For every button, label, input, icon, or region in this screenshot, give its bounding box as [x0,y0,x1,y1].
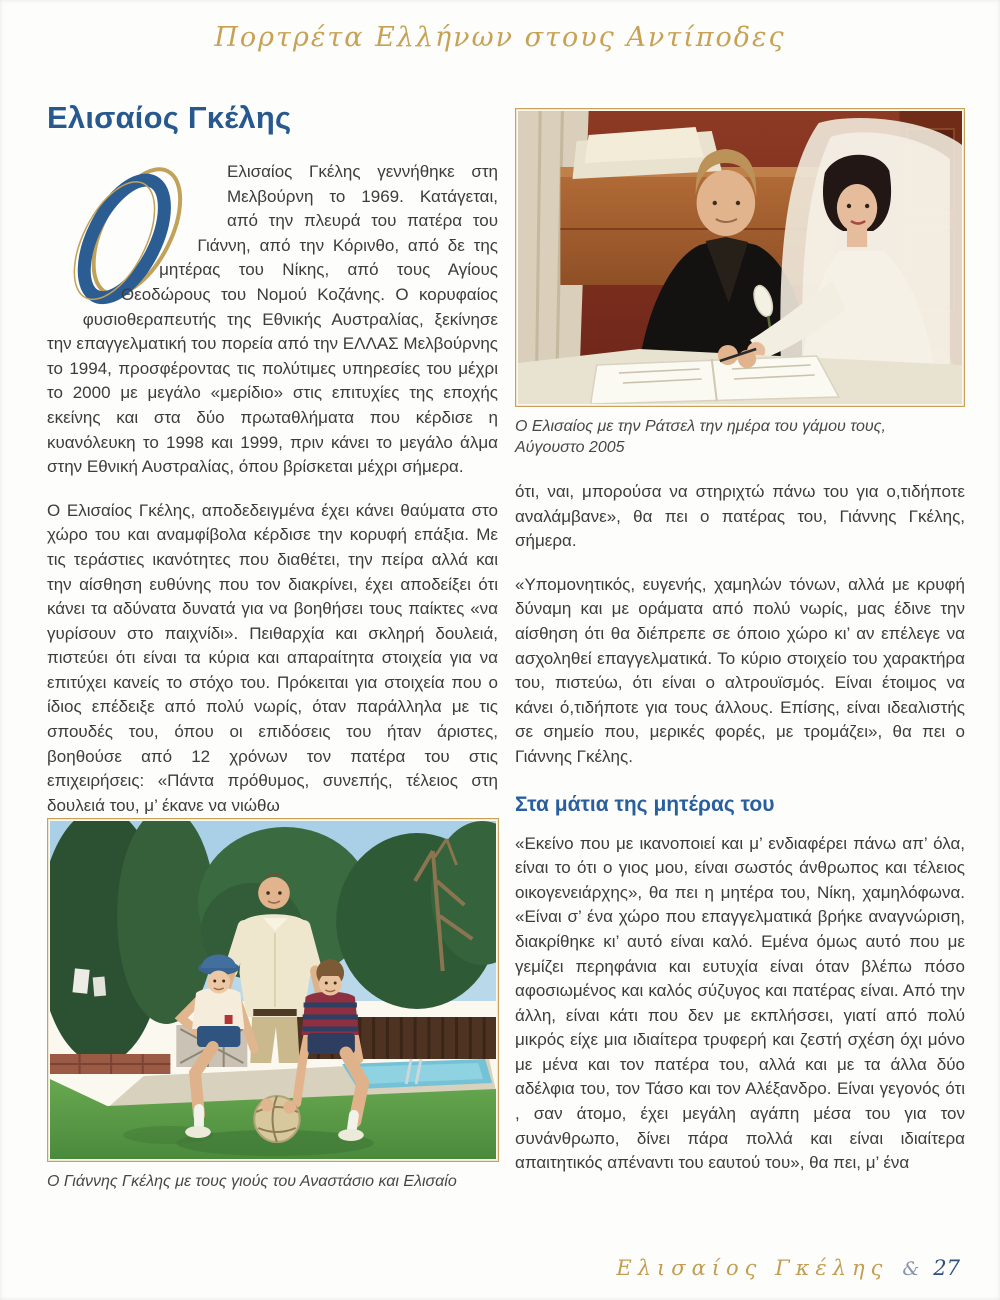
family-photo-illustration [50,821,496,1159]
family-photo-block [47,818,499,1192]
footer-article-name: Ελισαίος Γκέλης [616,1256,889,1280]
paragraph-2: Ο Ελισαίος Γκέλης, αποδεδειγμένα έχει κάνει θαύματα στο χώρο του και αναμφίβολα κέρδισε την κορυφή επάξια. Με τις τεράστιες ικανότητες που διαθέτει, την πείρα αλλά και την αίσθηση ευθύνης που τον διακρίνει, έχει αποδείξει ότι κάνει τα αδύνατα δυνατά για να βοηθήσει τους παίκτες «να γυρίσουν στο παιχνίδι». Πειθαρχία και σκληρή δουλειά, πιστεύει ότι είναι τα κύρια και απαραίτητα στοιχεία για να επιτύχει κανείς το στόχο του. Πρόκειται για στοιχεία που ο ίδιος επέδειξε από πολύ νωρίς, όταν παράλληλα με τις σπουδές του, όπου οι επιδόσεις του ήταν άριστες, βοηθούσε από 12 χρόνων τον πατέρα του στις επιχειρήσεις: «Πάντα πρόθυμος, συνεπής, τέλειος στη δουλειά του, μ’ έκανε να νιώθω [47,500,498,815]
fleuron-ornament-icon: & [902,1258,920,1280]
right-column [515,108,965,1195]
paragraph-3: ότι, ναι, μπορούσα να στηριχτώ πάνω του για ο,τιδήποτε αναλάμβανε», θα πει ο πατέρας του, Γιάννης Γκέλης, σήμερα. [515,482,965,551]
family-photo-caption: Ο Γιάννης Γκέλης με τους γιούς του Αναστάσιο και Ελισαίο [47,1173,457,1190]
paragraph-5: «Εκείνο που με ικανοποιεί και μ’ ενδιαφέρει πάνω απ’ όλα, είναι το ότι ο γιος μου, είναι σωστός άνθρωπος και τέλειος οικογενειάρχης», θα πει η μητέρα του, Νίκη, χαμηλόφωνα. «Είναι σ’ ένα χώρο που επαγγελματικά βρήκε αναγνώριση, διακρίθηκε κι’ αυτό είναι καλό. Εμένα όμως αυτό που με γεμίζει περηφάνια και ευτυχία είναι όταν βλέπω πόσο αφοσιωμένος και καλός σύζυγος και πατέρας είναι. Από την άλλη, είναι κάτι που δεν με εκπλήσσει, γιατί από πολύ μικρός είχε μια ιδιαίτερα τρυφερή και ζεστή σχέση όχι μόνο με μένα και τον πατέρα του, αλλά και με τα άλλα δύο αδέλφια του, τον Τάσο και τον Αλέξανδρο. Είναι γεγονός ότι , σαν άτομο, έχει μεγάλη αγάπη μέσα του για τον συνάνθρωπο, δίνει πάρα πολλά και είναι ιδιαίτερα απαιτητικός απέναντι του εαυτού του», θα πει, μ’ ένα [515,833,965,1173]
page-title: Ελισαίος Γκέλης [47,100,292,135]
left-column [47,100,498,837]
wedding-caption-line1: Ο Ελισαίος με την Ράτσελ την ημέρα του γάμου τους, [515,418,886,435]
wedding-photo-illustration [518,111,962,404]
paragraph-4: «Υπομονητικός, ευγενής, χαμηλών τόνων, αλλά με κρυφή δύναμη και με οράματα από πολύ νωρίς, μας έδινε την αίσθηση ότι θα διέπρεπε σε όποιο χώρο κι’ αν επέλεγε να ασχοληθεί επαγγελματικά. Το κύριο στοιχείο του χαρακτήρα του, πιστεύω, ότι είναι ο αλτρουϊσμός. Είναι έτοιμος να κάνει ό,τιδήποτε για τους άλλους. Επίσης, είναι ιδεαλιστής σε σημείο που, μερικές φορές, με τρομάζει», θα πει ο Γιάννης Γκέλης. [515,574,965,766]
series-header: Πορτρέτα Ελλήνων στους Αντίποδες [214,22,786,53]
page-number: 27 [933,1256,960,1280]
page-footer [616,1256,960,1280]
wedding-photo [515,108,965,407]
paragraph-1-text: Ελισαίος Γκέλης γεννήθηκε στη Μελβούρνη το 1969. Κατάγεται, από την πλευρά του πατέρα του Γιάννη, από την Κόρινθο, από δε της μητέρας του Νίκης, από τους Αγίους Θεοδώρους του Νομού Κοζάνης. Ο κορυφαίος φυσιοθεραπευτής της Εθνικής Αυστραλίας, ξεκίνησε την επαγγελματική του πορεία από την ΕΛΛΑΣ Μελβούρνης το 1994, προσφέροντας τις πολύτιμες υπηρεσίες του μέχρι το 2000 με μεγάλο «μερίδιο» στις επιτυχίες της εποχής εκείνης και στα δύο πρωταθλήματα που κέρδισε η κυανόλευκη το 1998 και 1999, πριν κάνει το μεγάλο άλμα στην Εθνική Αυστραλίας, όπου βρίσκεται μέχρι σήμερα. [47,162,498,477]
section-subheading: Στα μάτια της μητέρας του [515,792,775,816]
wedding-photo-caption [515,416,965,458]
wedding-caption-line2: Αύγουστο 2005 [515,439,625,456]
family-photo [47,818,499,1162]
paragraph-1 [47,160,498,480]
